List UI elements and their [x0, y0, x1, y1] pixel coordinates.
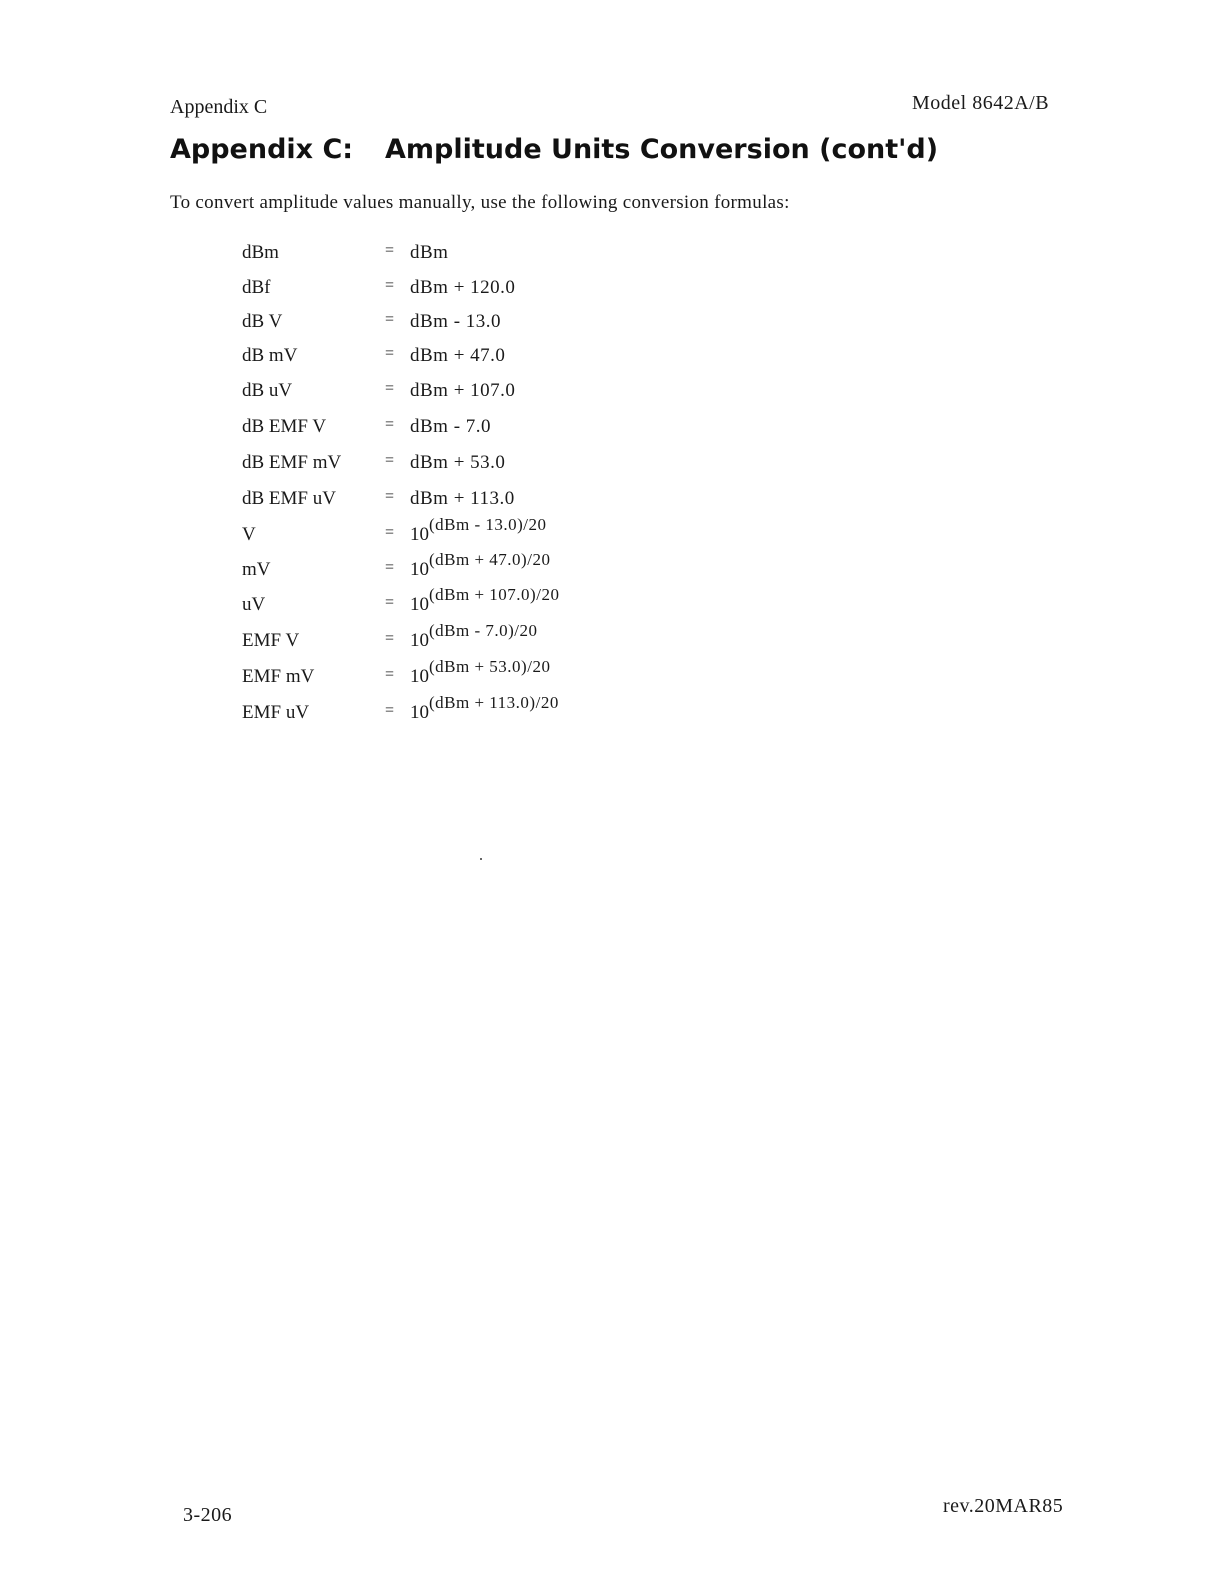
intro-paragraph: To convert amplitude values manually, use the following conversion formulas: — [170, 192, 790, 213]
equals-sign: = — [385, 242, 395, 259]
scan-speck — [480, 858, 482, 860]
formula-power-expression — [410, 585, 560, 616]
page-number: 3-206 — [183, 1504, 233, 1526]
equals-sign: = — [385, 702, 395, 719]
power-exponent: (dBm + 113.0)/20 — [429, 693, 559, 712]
formula-expression: dBm — [410, 242, 449, 263]
power-base: 10 — [410, 559, 429, 580]
formula-power-expression — [410, 693, 559, 724]
formula-unit: dB V — [242, 311, 283, 332]
equals-sign: = — [385, 416, 395, 433]
power-base: 10 — [410, 630, 429, 651]
formula-expression: dBm + 120.0 — [410, 277, 516, 298]
formula-expression: dBm + 107.0 — [410, 380, 516, 401]
formula-unit: EMF mV — [242, 666, 315, 687]
revision-date: rev.20MAR85 — [943, 1495, 1064, 1517]
formula-expression: dBm + 47.0 — [410, 345, 506, 366]
formula-expression: dBm - 13.0 — [410, 311, 502, 332]
formula-unit: dB uV — [242, 380, 293, 401]
formula-unit: V — [242, 524, 256, 545]
power-base: 10 — [410, 702, 429, 723]
equals-sign: = — [385, 277, 395, 294]
formula-expression: dBm - 7.0 — [410, 416, 492, 437]
power-exponent: (dBm - 13.0)/20 — [429, 515, 547, 534]
formula-unit: dB mV — [242, 345, 298, 366]
formula-power-expression — [410, 657, 551, 688]
formula-unit: mV — [242, 559, 271, 580]
running-head-model: Model 8642A/B — [912, 92, 1050, 114]
equals-sign: = — [385, 345, 395, 362]
power-base: 10 — [410, 524, 429, 545]
equals-sign: = — [385, 488, 395, 505]
formula-unit: dB EMF V — [242, 416, 327, 437]
equals-sign: = — [385, 452, 395, 469]
power-base: 10 — [410, 594, 429, 615]
formula-unit: dB EMF uV — [242, 488, 336, 509]
formula-power-expression — [410, 621, 538, 652]
formula-unit: dBf — [242, 277, 271, 298]
equals-sign: = — [385, 524, 395, 541]
formula-expression: dBm + 53.0 — [410, 452, 506, 473]
formula-power-expression — [410, 550, 551, 581]
equals-sign: = — [385, 594, 395, 611]
formula-unit: EMF V — [242, 630, 300, 651]
power-base: 10 — [410, 666, 429, 687]
power-exponent: (dBm + 47.0)/20 — [429, 550, 551, 569]
equals-sign: = — [385, 380, 395, 397]
formula-expression: dBm + 113.0 — [410, 488, 515, 509]
power-exponent: (dBm + 107.0)/20 — [429, 585, 560, 604]
page-title-prefix: Appendix C: — [170, 134, 354, 165]
page-title — [170, 134, 938, 165]
page-title-text: Amplitude Units Conversion (cont'd) — [385, 134, 939, 165]
formula-unit: EMF uV — [242, 702, 310, 723]
power-exponent: (dBm + 53.0)/20 — [429, 657, 551, 676]
formula-power-expression — [410, 515, 547, 546]
equals-sign: = — [385, 666, 395, 683]
power-exponent: (dBm - 7.0)/20 — [429, 621, 538, 640]
equals-sign: = — [385, 311, 395, 328]
equals-sign: = — [385, 559, 395, 576]
formula-unit: uV — [242, 594, 266, 615]
running-head-section: Appendix C — [170, 96, 268, 118]
formula-unit: dB EMF mV — [242, 452, 342, 473]
equals-sign: = — [385, 630, 395, 647]
formula-unit: dBm — [242, 242, 279, 263]
